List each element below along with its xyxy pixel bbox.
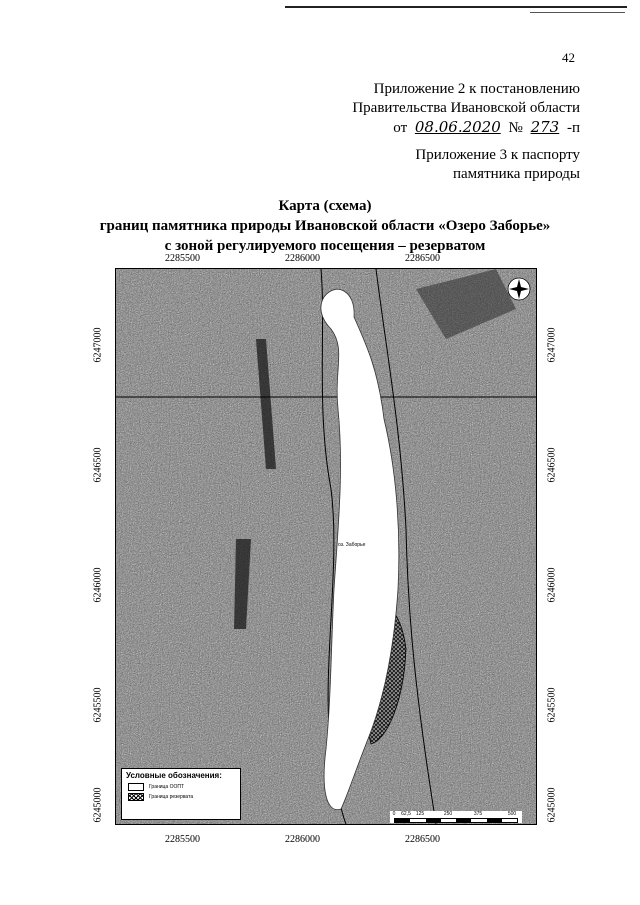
decree-from-label: от <box>393 120 408 136</box>
map-graphic <box>116 269 536 824</box>
passport-annex-block <box>415 146 580 184</box>
map-title <box>60 196 590 256</box>
header-rule <box>285 6 627 8</box>
scale-label: 125 <box>415 811 425 817</box>
passport-annex-line1: Приложение 3 к паспорту <box>415 147 580 163</box>
y-tick-left-4: 6245500 <box>92 687 104 723</box>
terrain-texture <box>116 269 536 824</box>
legend-item-oopt <box>122 782 240 792</box>
passport-annex-line2: памятника природы <box>453 166 580 182</box>
legend-item-reserve <box>122 792 240 802</box>
decree-date: 08.06.2020 <box>414 118 501 136</box>
page-number: 42 <box>562 50 575 65</box>
scale-bar <box>390 811 522 823</box>
y-tick-right-3: 6246000 <box>546 567 558 603</box>
scale-labels <box>390 811 522 817</box>
map-title-line2: границ памятника природы Ивановской области «Озеро Заборье» <box>99 218 551 234</box>
x-tick-bottom-2: 2286000 <box>285 834 320 845</box>
map-title-line1: Карта (схема) <box>278 198 372 214</box>
y-tick-left-1: 6247000 <box>92 327 104 363</box>
lake-label: оз. Заборье <box>338 542 366 548</box>
decree-annex-line2: Правительства Ивановской области <box>352 100 580 116</box>
legend-item-reserve-label: Граница резервата <box>149 794 194 800</box>
satellite-map <box>115 268 537 825</box>
decree-date-line <box>352 118 580 138</box>
north-arrow-star <box>508 278 530 300</box>
decree-number: 273 <box>530 118 560 136</box>
header-rule-secondary <box>530 12 625 13</box>
decree-annex-block <box>352 80 580 138</box>
oopt-swatch-icon <box>128 783 144 791</box>
scale-segments <box>394 818 518 823</box>
y-tick-left-2: 6246500 <box>92 447 104 483</box>
x-tick-top-2: 2286000 <box>285 253 320 264</box>
y-tick-left-3: 6246000 <box>92 567 104 603</box>
y-tick-right-4: 6245500 <box>546 687 558 723</box>
scale-label: 500 <box>507 811 517 817</box>
decree-suffix: -п <box>566 120 580 136</box>
legend-item-oopt-label: Граница ООПТ <box>149 784 185 790</box>
decree-annex-line1: Приложение 2 к постановлению <box>373 81 580 97</box>
y-tick-right-1: 6247000 <box>546 327 558 363</box>
scale-label: 250 <box>443 811 453 817</box>
scale-label: 0 <box>392 811 396 817</box>
map-legend <box>121 768 241 820</box>
scale-label: 62,5 <box>401 811 411 817</box>
map-title-line3: с зоной регулируемого посещения – резерватом <box>164 238 486 254</box>
x-tick-top-3: 2286500 <box>405 253 440 264</box>
y-tick-left-5: 6245000 <box>92 787 104 823</box>
reserve-swatch-icon <box>128 793 144 801</box>
decree-number-label: № <box>508 120 523 136</box>
y-tick-right-5: 6245000 <box>546 787 558 823</box>
x-tick-bottom-3: 2286500 <box>405 834 440 845</box>
scale-label: 375 <box>473 811 483 817</box>
y-tick-right-2: 6246500 <box>546 447 558 483</box>
legend-title: Условные обозначения: <box>126 771 222 780</box>
x-tick-top-1: 2285500 <box>165 253 200 264</box>
x-tick-bottom-1: 2285500 <box>165 834 200 845</box>
